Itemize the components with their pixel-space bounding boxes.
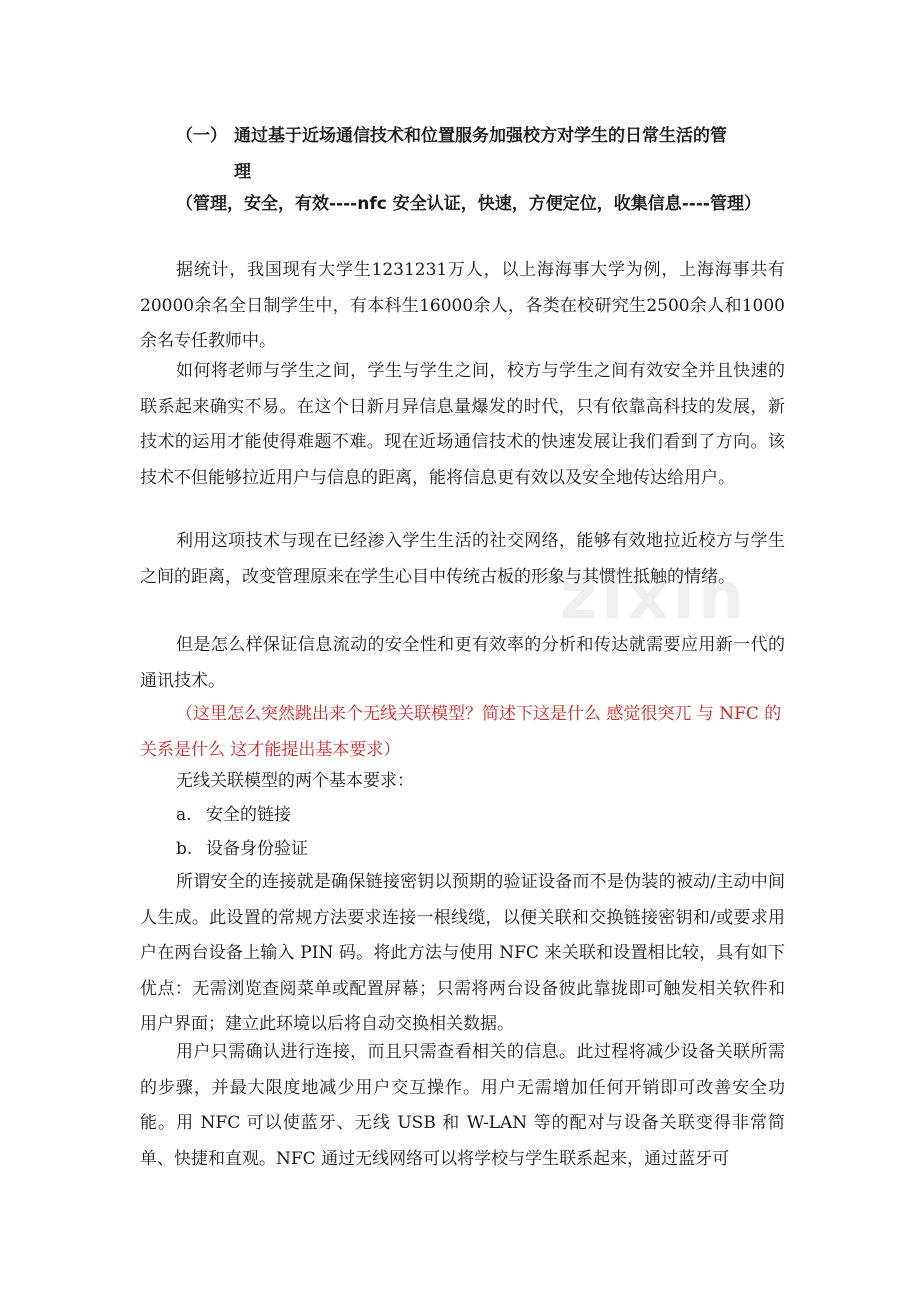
paragraph-user-confirmation: 用户只需确认进行连接，而且只需查看相关的信息。此过程将减少设备关联所需的步骤，并最大限度地减少用户交互操作。用户无需增加任何开销即可改善安全功能。用 NFC 可以使蓝牙、无线 USB 和 W-LAN 等的配对与设备关联变得非常简单、快捷和直观。NFC 通过无线网络可以将学校与学生联系起来，通过蓝牙可	[140, 1042, 785, 1169]
list-marker: b.	[176, 839, 193, 859]
paragraph-security: 但是怎么样保证信息流动的安全性和更有效率的分析和传达就需要应用新一代的通讯技术。	[140, 635, 785, 691]
paragraph-statistics: 据统计，我国现有大学生1231231万人，以上海海事大学为例，上海海事共有20000余名全日制学生中，有本科生16000余人，各类在校研究生2500余人和1000余名专任教师中。	[140, 260, 785, 351]
review-comment: （这里怎么突然跳出来个无线关联模型？简述下这是什么 感觉很突兀 与 NFC 的关系是什么 这才能提出基本要求）	[140, 704, 782, 760]
section-title-line1: 通过基于近场通信技术和位置服务加强校方对学生的日常生活的管	[234, 126, 727, 146]
paragraph-connection: 如何将老师与学生之间，学生与学生之间，校方与学生之间有效安全并且快速的联系起来确实不易。在这个日新月异信息量爆发的时代，只有依靠高科技的发展，新技术的运用才能使得难题不难。现在近场通信技术的快速发展让我们看到了方向。该技术不但能够拉近用户与信息的距离，能将信息更有效以及安全地传达给用户。	[140, 361, 785, 488]
section-number: （一）	[176, 126, 227, 146]
list-item	[176, 832, 308, 867]
section-subtitle: （管理，安全，有效----nfc 安全认证，快速，方便定位，收集信息----管理）	[176, 194, 761, 214]
section-heading	[176, 118, 786, 190]
watermark: zixin	[560, 560, 748, 634]
list-item-text: 设备身份验证	[206, 839, 308, 859]
section-title-line2: 理	[234, 162, 251, 182]
paragraph-requirements: 无线关联模型的两个基本要求：	[176, 771, 414, 791]
paragraph-secure-connection: 所谓安全的连接就是确保链接密钥以预期的验证设备而不是伪装的被动/主动中间人生成。此设置的常规方法要求连接一根线缆，以便关联和交换链接密钥和/或要求用户在两台设备上输入 PIN 码。将此方法与使用 NFC 来关联和设置相比较，具有如下优点：无需浏览查阅菜单或配置屏幕；只需将两台设备彼此靠拢即可触发相关软件和用户界面；建立此环境以后将自动交换相关数据。	[140, 872, 785, 1034]
list-item	[176, 798, 291, 833]
list-marker: a.	[176, 805, 192, 825]
paragraph-social-network: 利用这项技术与现在已经渗入学生生活的社交网络，能够有效地拉近校方与学生之间的距离，改变管理原来在学生心目中传统古板的形象与其惯性抵触的情绪。	[140, 531, 785, 587]
list-item-text: 安全的链接	[206, 805, 291, 825]
